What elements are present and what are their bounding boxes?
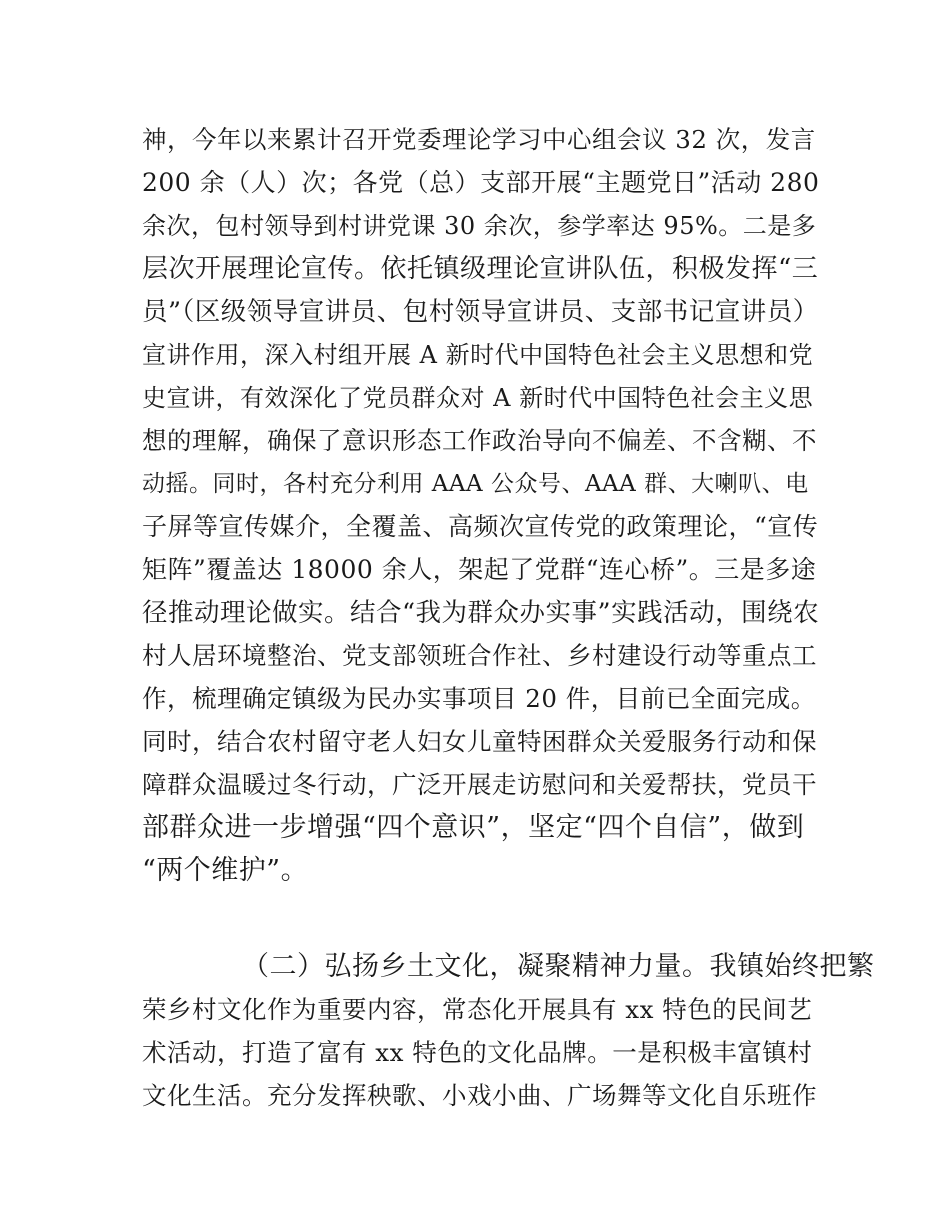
text-line: 余次，包村领导到村讲党课 30 余次，参学率达 95%。二是多 [142, 212, 817, 240]
text-line: 术活动，打造了富有 xx 特色的文化品牌。一是积极丰富镇村 [142, 1038, 813, 1067]
text-line: 矩阵”覆盖达 18000 余人，架起了党群“连心桥”。三是多途 [142, 555, 817, 584]
text-line: 文化生活。充分发挥秧歌、小戏小曲、广场舞等文化自乐班作 [142, 1081, 817, 1110]
text-line: 动摇。同时，各村充分利用 AAA 公众号、AAA 群、大喇叭、电 [142, 471, 809, 497]
section-heading-line: （二）弘扬乡土文化，凝聚精神力量。我镇始终把繁 [242, 951, 875, 982]
text-line: 子屏等宣传媒介，全覆盖、高频次宣传党的政策理论，“宣传 [142, 512, 819, 541]
text-line: 荣乡村文化作为重要内容，常态化开展具有 xx 特色的民间艺 [142, 995, 813, 1024]
text-line: 径推动理论做实。结合“我为群众办实事”实践活动，围绕农 [142, 598, 820, 628]
text-line: 200 余（人）次；各党（总）支部开展“主题党日”活动 280 [142, 168, 820, 197]
text-line: 想的理解，确保了意识形态工作政治导向不偏差、不含糊、不 [142, 426, 817, 455]
text-line: 员”（区级领导宣讲员、包村领导宣讲员、支部书记宣讲员） [142, 297, 819, 327]
text-line: 史宣讲，有效深化了党员群众对 A 新时代中国特色社会主义思 [142, 384, 814, 412]
text-line: 部群众进一步增强“四个意识”，坚定“四个自信”，做到 [142, 812, 805, 843]
text-line: 层次开展理论宣传。依托镇级理论宣讲队伍，积极发挥“三 [142, 254, 819, 284]
text-line: “两个维护”。 [142, 855, 309, 886]
text-line: 神，今年以来累计召开党委理论学习中心组会议 32 次，发言 [142, 125, 816, 154]
text-line: 同时，结合农村留守老人妇女儿童特困群众关爱服务行动和保 [142, 727, 817, 756]
text-line: 村人居环境整治、党支部领班合作社、乡村建设行动等重点工 [142, 641, 817, 670]
text-line: 宣讲作用，深入村组开展 A 新时代中国特色社会主义思想和党 [142, 341, 814, 369]
text-line: 作，梳理确定镇级为民办实事项目 20 件，目前已全面完成。 [142, 684, 816, 713]
text-line: 障群众温暖过冬行动，广泛开展走访慰问和关爱帮扶，党员干 [142, 770, 817, 799]
